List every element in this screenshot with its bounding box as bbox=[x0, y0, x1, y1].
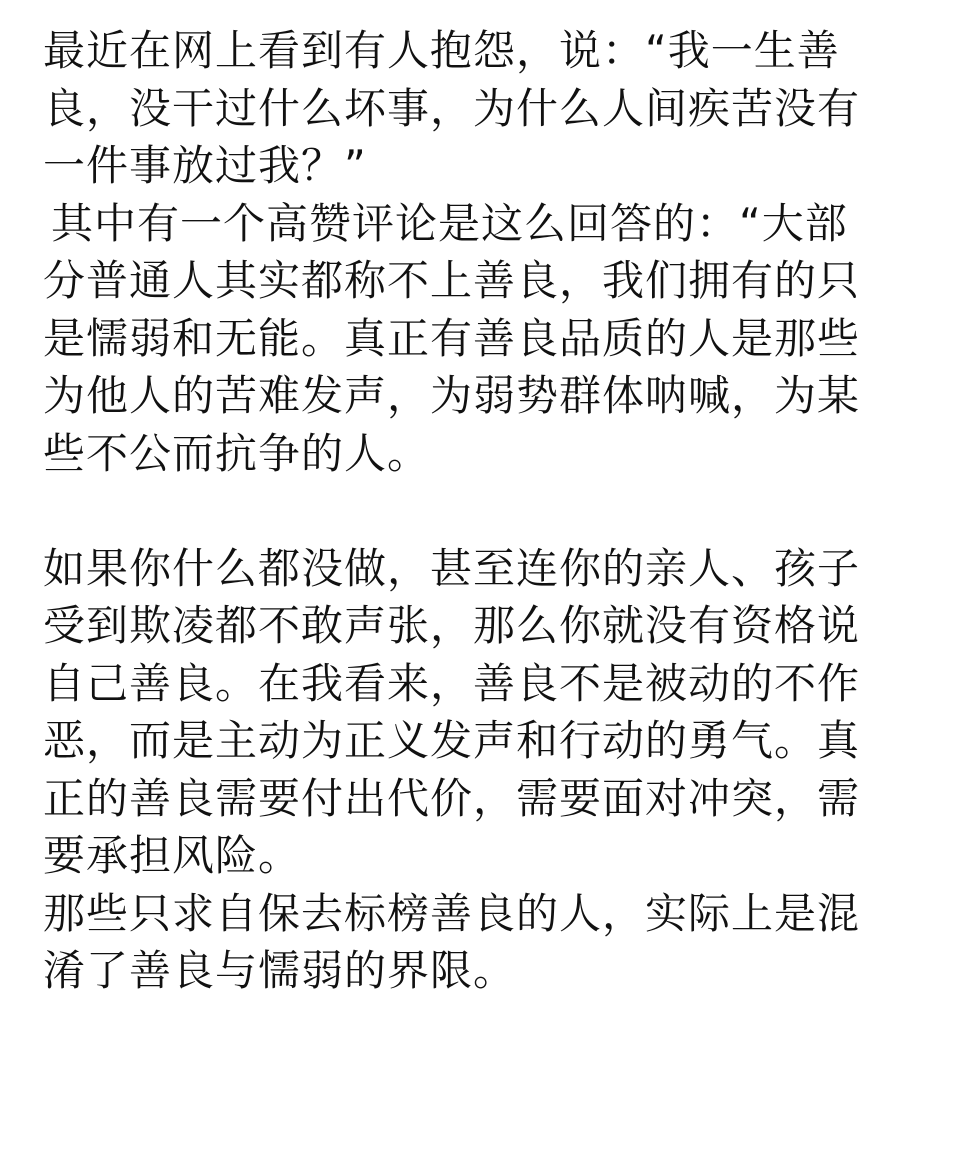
text-line: 为他人的苦难发声，为弱势群体呐喊，为某 bbox=[43, 371, 861, 420]
article-text bbox=[43, 22, 923, 1000]
paragraph-comment bbox=[43, 195, 923, 483]
paragraph-gap bbox=[43, 482, 923, 540]
text-line: 最近在网上看到有人抱怨，说：“我一生善 bbox=[43, 26, 840, 75]
text-line: 受到欺凌都不敢声张，那么你就没有资格说 bbox=[43, 601, 861, 650]
text-line: 是懦弱和无能。真正有善良品质的人是那些 bbox=[43, 313, 861, 363]
text-line: 分普通人其实都称不上善良，我们拥有的只 bbox=[43, 256, 861, 305]
text-line: 良，没干过什么坏事，为什么人间疾苦没有 bbox=[43, 83, 861, 133]
paragraph-complaint bbox=[43, 22, 923, 195]
text-line: 一件事放过我？” bbox=[43, 141, 367, 190]
paragraph-argument bbox=[43, 540, 923, 885]
text-line: 些不公而抗争的人。 bbox=[43, 428, 431, 478]
text-line: 自己善良。在我看来，善良不是被动的不作 bbox=[43, 658, 861, 708]
text-line: 如果你什么都没做，甚至连你的亲人、孩子 bbox=[43, 543, 861, 593]
text-line: 要承担风险。 bbox=[43, 831, 302, 880]
text-line: 淆了善良与懦弱的界限。 bbox=[43, 946, 517, 995]
text-line: 正的善良需要付出代价，需要面对冲突，需 bbox=[43, 773, 861, 823]
text-line: 其中有一个高赞评论是这么回答的：“大部 bbox=[51, 198, 848, 248]
paragraph-conclusion bbox=[43, 885, 923, 1000]
text-line: 那些只求自保去标榜善良的人，实际上是混 bbox=[43, 888, 861, 938]
text-line: 恶，而是主动为正义发声和行动的勇气。真 bbox=[43, 716, 861, 765]
